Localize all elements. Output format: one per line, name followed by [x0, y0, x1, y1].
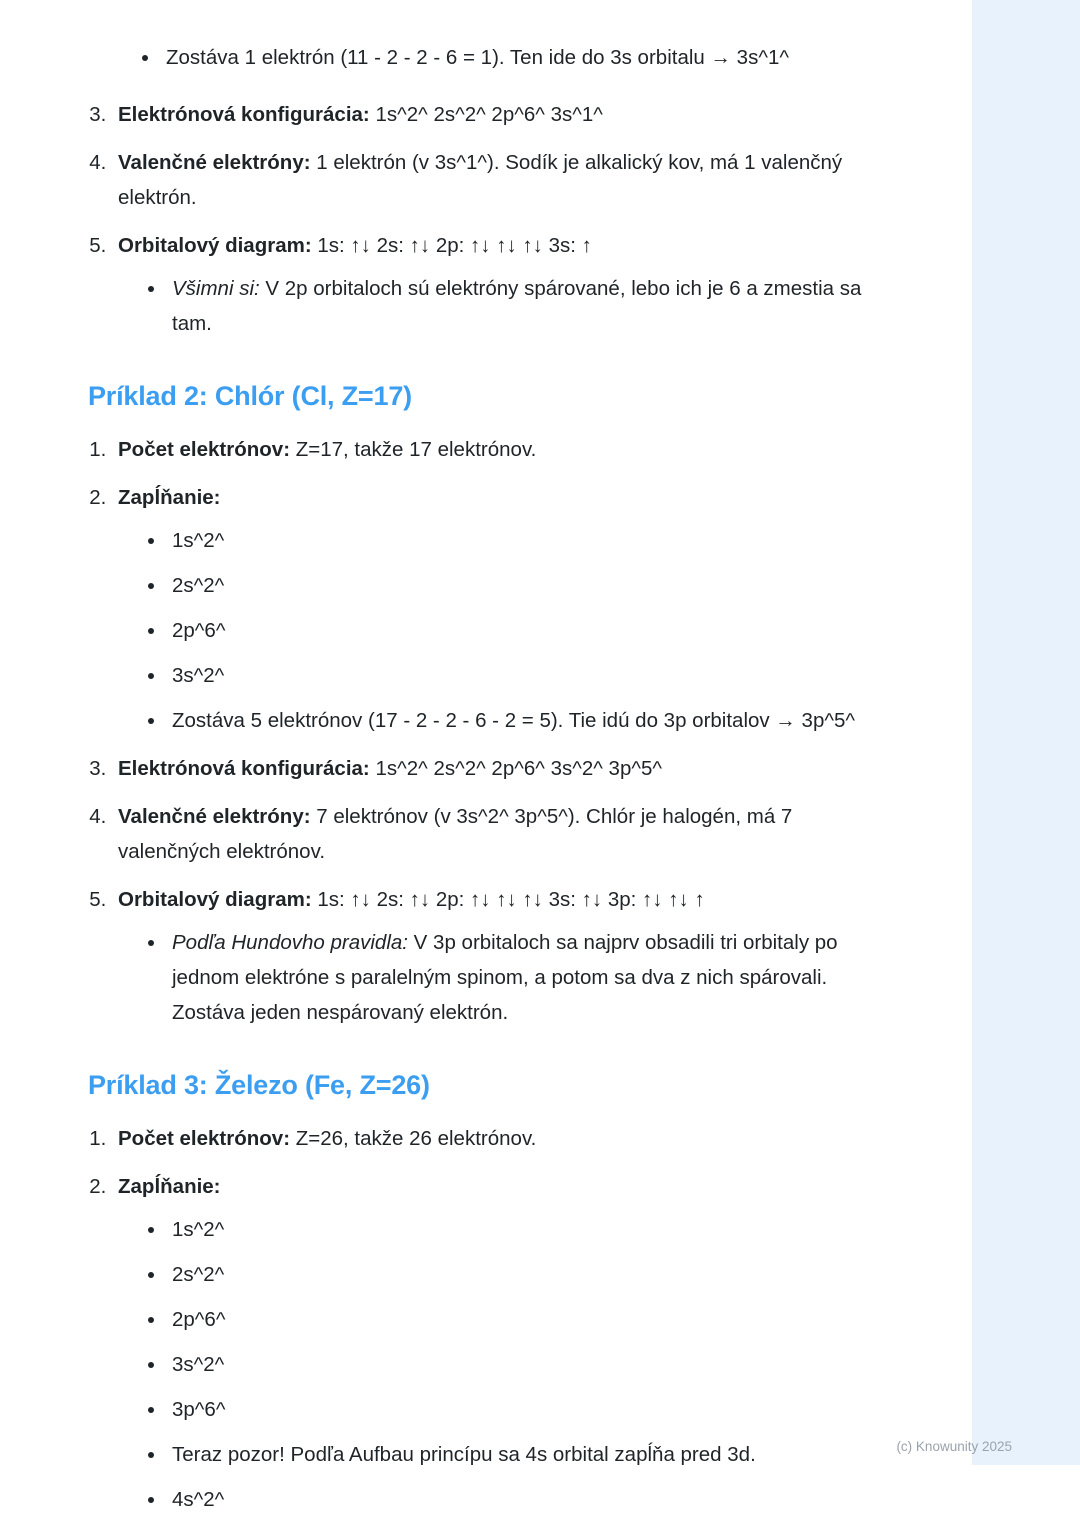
- item-value: 1s^2^ 2s^2^ 2p^6^ 3s^1^: [369, 103, 603, 126]
- section-title-example-2: Príklad 2: Chlór (Cl, Z=17): [88, 381, 412, 411]
- list-item: [112, 432, 880, 467]
- list-item: [112, 882, 880, 1030]
- iron-filling-list: [118, 1212, 880, 1517]
- list-item: [144, 1212, 880, 1247]
- item-value: 1 elektrón (v 3s^1^). Sodík je alkalický kov, má 1 valenčný elektrón.: [118, 151, 843, 209]
- list-item: [144, 1347, 880, 1382]
- bullet-text: 3p^6^: [172, 1398, 226, 1421]
- bullet-text: Zostáva 5 elektrónov (17 - 2 - 2 - 6 - 2 = 5). Tie idú do 3p orbitalov → 3p^5^: [172, 709, 855, 732]
- list-item: [144, 271, 880, 341]
- list-item: [112, 228, 880, 341]
- item-value: 1s: ↑↓ 2s: ↑↓ 2p: ↑↓ ↑↓ ↑↓ 3s: ↑: [311, 234, 592, 257]
- item-value: 1s^2^ 2s^2^ 2p^6^ 3s^2^ 3p^5^: [369, 757, 663, 780]
- item-value: 1s: ↑↓ 2s: ↑↓ 2p: ↑↓ ↑↓ ↑↓ 3s: ↑↓ 3p: ↑↓ ↑↓ ↑: [311, 888, 705, 911]
- chlorine-filling-list: [118, 523, 880, 738]
- item-label: Zapĺňanie:: [118, 486, 221, 509]
- item-value: 7 elektrónov (v 3s^2^ 3p^5^). Chlór je halogén, má 7 valenčných elektrónov.: [118, 805, 793, 863]
- list-item: [112, 1121, 880, 1156]
- chlorine-numbered-list: [60, 432, 880, 1030]
- bullet-text: 1s^2^: [172, 529, 225, 552]
- item-label: Zapĺňanie:: [118, 1175, 221, 1198]
- list-item: [144, 1392, 880, 1427]
- bullet-text: 2p^6^: [172, 1308, 226, 1331]
- item-label: Elektrónová konfigurácia:: [118, 103, 370, 126]
- bullet-text: 4s^2^: [172, 1488, 225, 1511]
- continued-bullet-list: [60, 40, 880, 75]
- item-label: Orbitalový diagram:: [118, 234, 312, 257]
- list-item: [144, 1302, 880, 1337]
- list-item: [112, 1169, 880, 1517]
- item-label: Počet elektrónov:: [118, 438, 291, 461]
- list-item: [144, 658, 880, 693]
- list-item: [144, 1482, 880, 1517]
- sodium-numbered-list: [60, 97, 880, 341]
- bullet-text: 3s^2^: [172, 664, 225, 687]
- bullet-text: Zostáva 1 elektrón (11 - 2 - 2 - 6 = 1). Ten ide do 3s orbitalu → 3s^1^: [166, 46, 789, 69]
- bullet-text: 3s^2^: [172, 1353, 225, 1376]
- item-label: Počet elektrónov:: [118, 1127, 291, 1150]
- list-item: [144, 523, 880, 558]
- list-item: [112, 799, 880, 869]
- sodium-note-list: [118, 271, 880, 341]
- note-emphasis: Podľa Hundovho pravidla:: [172, 931, 408, 954]
- item-label: Valenčné elektróny:: [118, 805, 311, 828]
- item-value: Z=17, takže 17 elektrónov.: [290, 438, 537, 461]
- item-label: Orbitalový diagram:: [118, 888, 312, 911]
- iron-numbered-list: [60, 1121, 880, 1517]
- list-item: [112, 751, 880, 786]
- bullet-text: 2s^2^: [172, 574, 225, 597]
- chlorine-note-list: [118, 925, 880, 1030]
- note-text: V 2p orbitaloch sú elektróny spárované, lebo ich je 6 a zmestia sa tam.: [172, 277, 862, 335]
- item-value: Z=26, takže 26 elektrónov.: [290, 1127, 537, 1150]
- section-title-example-3: Príklad 3: Železo (Fe, Z=26): [88, 1070, 430, 1100]
- bullet-text: Teraz pozor! Podľa Aufbau princípu sa 4s orbital zapĺňa pred 3d.: [172, 1443, 756, 1466]
- bullet-text: 2s^2^: [172, 1263, 225, 1286]
- list-item: [144, 1437, 880, 1472]
- note-emphasis: Všimni si:: [172, 277, 260, 300]
- list-item: [144, 1257, 880, 1292]
- list-item: [144, 568, 880, 603]
- list-item: [112, 97, 880, 132]
- list-item: [144, 613, 880, 648]
- note-text: V 3p orbitaloch sa najprv obsadili tri orbitaly po jednom elektróne s paralelným spinom, a potom sa dva z nich spárovali. Zostáva jeden nespárovaný elektrón.: [172, 931, 838, 1024]
- list-item: [144, 925, 880, 1030]
- watermark: (c) Knowunity 2025: [896, 1439, 1012, 1454]
- item-label: Elektrónová konfigurácia:: [118, 757, 370, 780]
- item-label: Valenčné elektróny:: [118, 151, 311, 174]
- list-item: [144, 703, 880, 738]
- bullet-text: 1s^2^: [172, 1218, 225, 1241]
- list-item: [112, 145, 880, 215]
- list-item: [138, 40, 880, 75]
- bullet-text: 2p^6^: [172, 619, 226, 642]
- list-item: [112, 480, 880, 738]
